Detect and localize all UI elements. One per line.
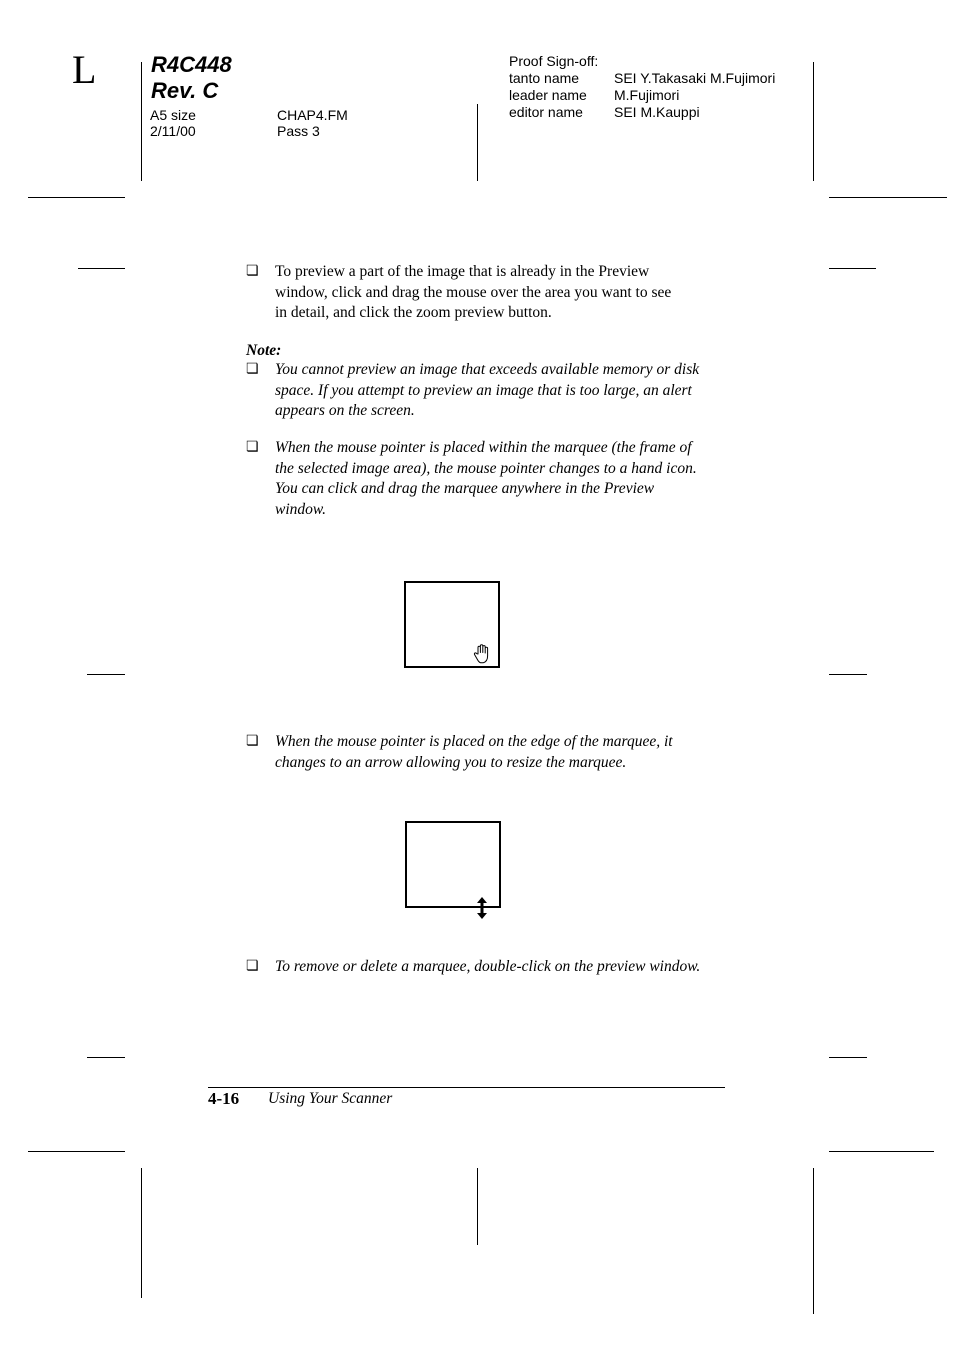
- text-line: the selected image area), the mouse pointer changes to a hand icon.: [275, 459, 697, 477]
- crop-mark-right-top: [813, 62, 814, 181]
- bullet-box-icon: ❏: [246, 362, 259, 377]
- model-code: R4C448: [151, 52, 232, 77]
- crop-mark-top-right: [829, 197, 947, 198]
- section-letter: L: [72, 47, 97, 92]
- bullet-box-icon: ❏: [246, 264, 259, 279]
- crop-mark-left-top: [141, 62, 142, 181]
- crop-mark-left-bottom: [141, 1168, 142, 1298]
- footer-rule: [208, 1087, 725, 1088]
- crop-mark-right-bottom: [813, 1168, 814, 1314]
- proof-row-tanto: [509, 70, 775, 87]
- margin-mark-right-1: [829, 268, 876, 269]
- text-line: changes to an arrow allowing you to resize the marquee.: [275, 753, 627, 771]
- margin-mark-left-1: [78, 268, 125, 269]
- text-line: in detail, and click the zoom preview button.: [275, 304, 552, 321]
- margin-mark-left-2: [87, 674, 125, 675]
- print-date: 2/11/00: [150, 123, 196, 139]
- revision: Rev. C: [151, 78, 219, 103]
- note-heading: Note:: [246, 342, 282, 359]
- hand-icon: [472, 643, 494, 665]
- text-line: When the mouse pointer is placed on the edge of the marquee, it: [275, 733, 673, 750]
- crop-mark-center-bottom: [477, 1168, 478, 1245]
- crop-mark-center-top: [477, 104, 478, 181]
- model-label: [151, 52, 232, 104]
- proof-label: tanto name: [509, 70, 580, 86]
- file-name: CHAP4.FM: [277, 107, 348, 123]
- margin-mark-left-3: [87, 1057, 125, 1058]
- intro-paragraph: [275, 262, 727, 324]
- proof-label: leader name: [509, 87, 587, 103]
- crop-mark-bottom-left: [28, 1151, 125, 1152]
- marquee-figure-resize: [405, 821, 501, 908]
- text-line: appears on the screen.: [275, 402, 415, 419]
- text-line: To preview a part of the image that is already in the Preview: [275, 263, 650, 280]
- proof-title: Proof Sign-off:: [509, 53, 599, 69]
- chapter-title: Using Your Scanner: [268, 1090, 393, 1107]
- text-line: When the mouse pointer is placed within the marquee (the frame of: [275, 439, 692, 456]
- note-paragraph-remove: [275, 957, 745, 978]
- proof-value: SEI M.Kauppi: [614, 104, 700, 120]
- text-line: window.: [275, 500, 326, 518]
- page-size: A5 size: [150, 107, 196, 123]
- bullet-box-icon: ❏: [246, 959, 259, 974]
- bullet-box-icon: ❏: [246, 734, 259, 749]
- margin-mark-right-3: [829, 1057, 867, 1058]
- note-paragraph-resize: [275, 732, 727, 773]
- proof-value: M.Fujimori: [614, 87, 680, 103]
- margin-mark-right-2: [829, 674, 867, 675]
- note-paragraph-hand: [275, 438, 727, 520]
- note-paragraph-memory: [275, 360, 727, 422]
- proof-row-editor: [509, 104, 700, 121]
- resize-arrow-icon: [476, 896, 488, 920]
- page-number: 4-16: [208, 1089, 240, 1108]
- text-line: You can click and drag the marquee anywhere in the Preview: [275, 480, 655, 497]
- proof-label: editor name: [509, 104, 583, 120]
- bullet-box-icon: ❏: [246, 440, 259, 455]
- text-line: You cannot preview an image that exceeds available memory or disk: [275, 361, 700, 378]
- proof-value: SEI Y.Takasaki M.Fujimori: [614, 70, 776, 86]
- text-line: To remove or delete a marquee, double-click on the preview window.: [275, 958, 701, 975]
- proof-row-leader: [509, 87, 679, 104]
- crop-mark-bottom-right: [829, 1151, 934, 1152]
- crop-mark-top-left: [28, 197, 125, 198]
- text-line: window, click and drag the mouse over the area you want to see: [275, 283, 672, 301]
- text-line: space. If you attempt to preview an image that is too large, an alert: [275, 381, 692, 399]
- pass-number: Pass 3: [277, 123, 320, 139]
